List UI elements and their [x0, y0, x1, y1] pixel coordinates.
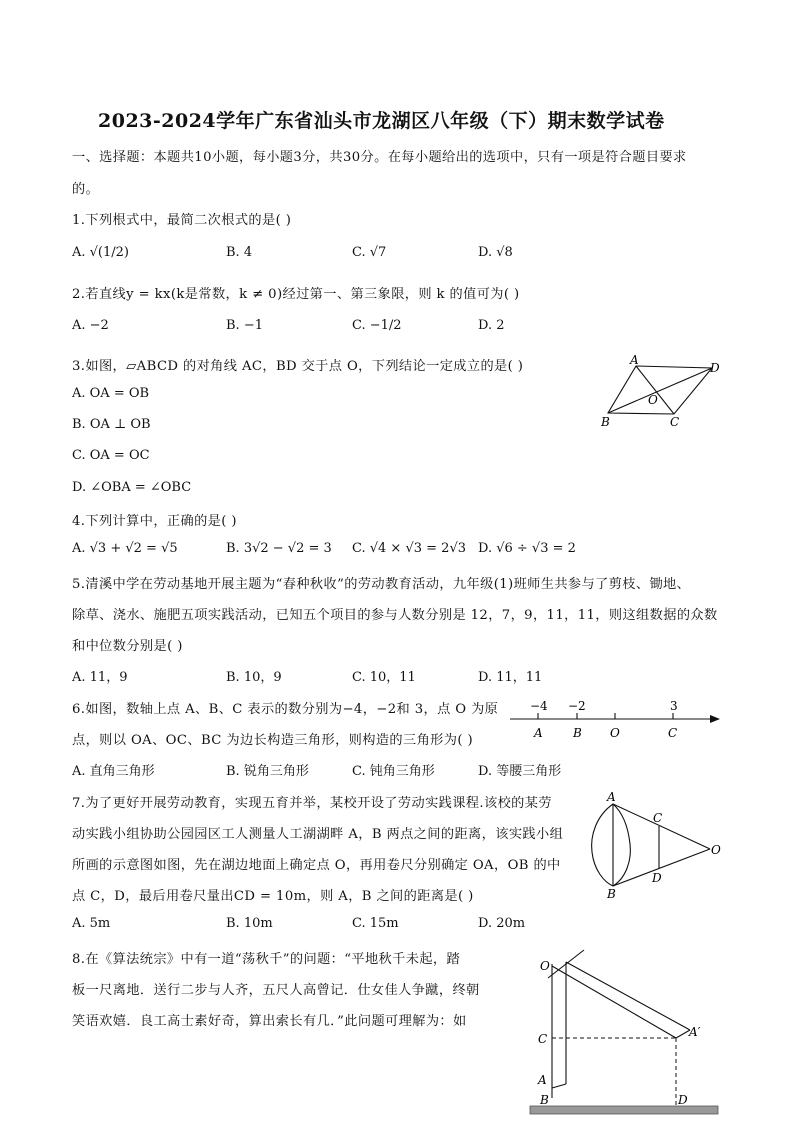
q2-option-b: B. −1 — [226, 318, 263, 333]
q5-option-b: B. 10，9 — [226, 670, 282, 685]
q2-option-a: A. −2 — [72, 318, 109, 333]
q7-option-a: A. 5m — [72, 916, 111, 931]
q6-tick-3: 3 — [670, 699, 678, 713]
q7-label-b: B — [607, 887, 616, 901]
q8-line1: 8.在《算法统宗》中有一道“荡秋千”的问题：“平地秋千未起，踏 — [72, 952, 461, 967]
q3-option-d: D. ∠OBA = ∠OBC — [72, 480, 192, 495]
q1-option-a: A. √(1/2) — [72, 245, 130, 260]
q7-label-o: O — [711, 843, 721, 857]
q6-number-line — [508, 697, 728, 745]
q5-line3: 和中位数分别是( ) — [72, 639, 183, 654]
q8-line2: 板一尺离地．送行二步与人齐，五尺人高曾记．仕女佳人争蹴，终朝 — [72, 983, 480, 998]
q6-point-b: B — [573, 726, 582, 740]
q1-option-b: B. 4 — [226, 245, 253, 260]
q2-stem: 2.若直线y = kx(k是常数，k ≠ 0)经过第一、第三象限，则 k 的值可为( ) — [72, 287, 520, 302]
q7-label-c: C — [653, 811, 663, 825]
q6-option-c: C. 钝角三角形 — [352, 764, 435, 779]
q7-option-b: B. 10m — [226, 916, 273, 931]
q7-line4: 点 C，D，最后用卷尺量出CD = 10m，则 A，B 之间的距离是( ) — [72, 889, 474, 904]
q1-option-d: D. √8 — [478, 245, 513, 260]
q2-option-c: C. −1/2 — [352, 318, 402, 333]
section-instructions-line1: 一、选择题：本题共10小题，每小题3分，共30分。在每小题给出的选项中，只有一项是符合题目要求 — [72, 150, 687, 165]
q8-label-a: A — [538, 1073, 547, 1087]
q7-lake-figure — [586, 790, 726, 902]
q5-line2: 除草、浇水、施肥五项实践活动，已知五个项目的参与人数分别是 12，7，9，11，11，则这组数据的众数 — [72, 608, 718, 623]
page-title: 2023-2024学年广东省汕头市龙湖区八年级（下）期末数学试卷 — [98, 110, 665, 132]
q4-stem: 4.下列计算中，正确的是( ) — [72, 514, 237, 529]
q6-option-b: B. 锐角三角形 — [226, 764, 309, 779]
q7-label-d: D — [652, 871, 662, 885]
q6-point-a: A — [534, 726, 543, 740]
q3-stem: 3.如图，▱ABCD 的对角线 AC，BD 交于点 O，下列结论一定成立的是( ) — [72, 359, 524, 374]
q8-label-a-prime: A′ — [689, 1025, 701, 1039]
q1-option-c: C. √7 — [352, 245, 387, 260]
q3-label-a: A — [630, 354, 639, 367]
q1-stem: 1.下列根式中，最简二次根式的是( ) — [72, 213, 292, 228]
section-instructions-line2: 的。 — [72, 182, 100, 197]
q3-label-d: D — [710, 361, 720, 375]
q5-option-a: A. 11，9 — [72, 670, 128, 685]
q7-option-d: D. 20m — [478, 916, 526, 931]
q6-point-c: C — [668, 726, 678, 740]
q3-option-b: B. OA ⊥ OB — [72, 417, 151, 432]
q8-label-b: B — [540, 1093, 549, 1107]
q2-option-d: D. 2 — [478, 318, 505, 333]
q5-option-d: D. 11，11 — [478, 670, 543, 685]
arrow-right-icon — [710, 715, 720, 723]
q3-option-a: A. OA = OB — [72, 386, 150, 401]
q7-line2: 动实践小组协助公园园区工人测量人工湖湖畔 A，B 两点之间的距离，该实践小组 — [72, 827, 564, 842]
q7-line3: 所画的示意图如图，先在湖边地面上确定点 O，再用卷尺分别确定 OA，OB 的中 — [72, 858, 561, 873]
q8-label-c: C — [538, 1032, 548, 1046]
q4-option-b: B. 3√2 − √2 = 3 — [226, 541, 332, 556]
q5-line1: 5.清溪中学在劳动基地开展主题为“春种秋收”的劳动教育活动，九年级(1)班师生共参与了剪枝、锄地、 — [72, 577, 691, 592]
q3-option-c: C. OA = OC — [72, 448, 150, 463]
q6-option-a: A. 直角三角形 — [72, 764, 155, 779]
q4-option-c: C. √4 × √3 = 2√3 — [352, 541, 466, 556]
q6-line1: 6.如图，数轴上点 A、B、C 表示的数分别为−4，−2和 3，点 O 为原 — [72, 702, 499, 717]
q6-line2: 点，则以 OA、OC、BC 为边长构造三角形，则构造的三角形为( ) — [72, 733, 474, 748]
q3-label-c: C — [670, 415, 680, 429]
q6-point-o: O — [610, 726, 620, 740]
q6-option-d: D. 等腰三角形 — [478, 764, 562, 779]
q4-option-a: A. √3 + √2 = √5 — [72, 541, 178, 556]
q8-swing-figure — [526, 946, 722, 1118]
q6-tick-minus2: −2 — [568, 699, 586, 713]
q3-label-o: O — [648, 393, 658, 407]
q7-label-a: A — [607, 790, 616, 804]
q6-tick-minus4: −4 — [530, 699, 548, 713]
q4-option-d: D. √6 ÷ √3 = 2 — [478, 541, 576, 556]
q3-label-b: B — [601, 415, 610, 429]
q7-line1: 7.为了更好开展劳动教育，实现五育并举，某校开设了劳动实践课程.该校的某劳 — [72, 796, 552, 811]
q7-option-c: C. 15m — [352, 916, 399, 931]
q8-label-d: D — [678, 1093, 688, 1107]
q5-option-c: C. 10，11 — [352, 670, 416, 685]
q8-label-o: O — [540, 959, 550, 973]
q8-line3: 笑语欢嬉．良工高士素好奇，算出索长有几．”此问题可理解为：如 — [72, 1014, 467, 1029]
q3-parallelogram-figure — [596, 354, 726, 430]
